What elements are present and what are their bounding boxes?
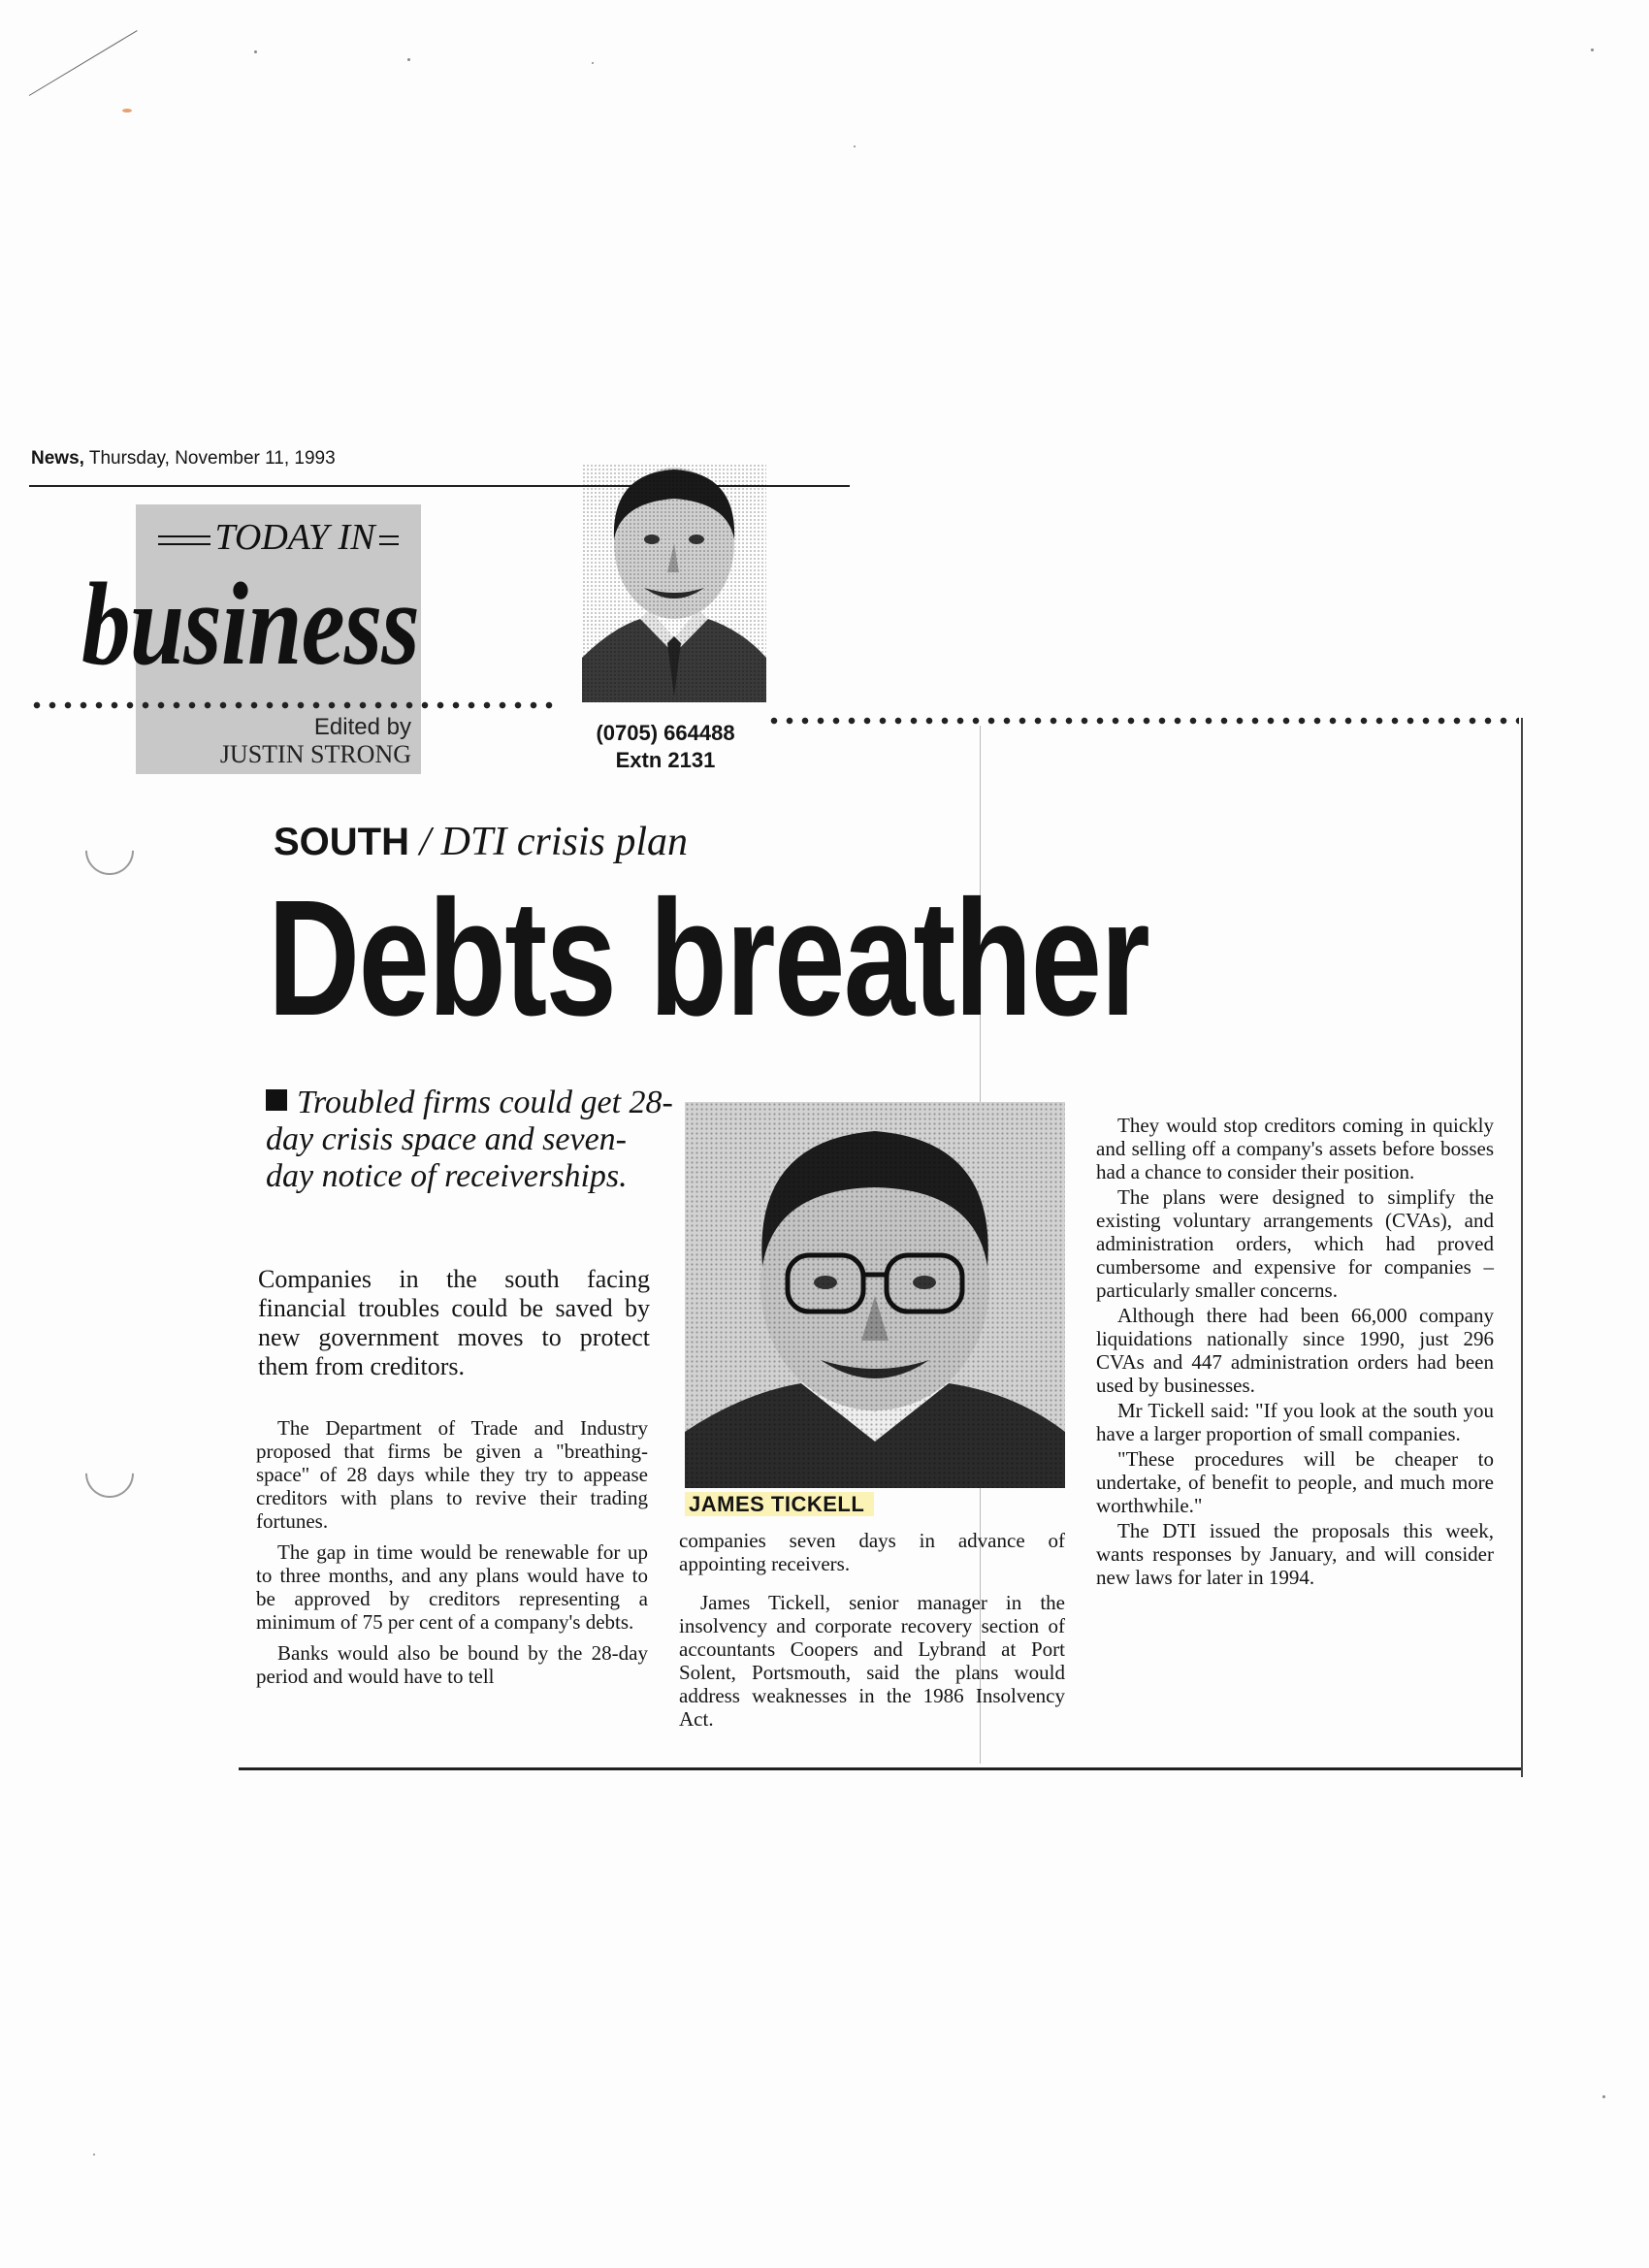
scan-fold-line (29, 30, 138, 96)
publication-date: Thursday, November 11, 1993 (88, 448, 336, 469)
phone-number: (0705) 664488 (596, 721, 735, 745)
phone-extension: Extn 2131 (615, 748, 716, 772)
article-column-2 (679, 1591, 1065, 1731)
paragraph: The DTI issued the proposals this week, wants responses by January, and will consider new laws for later in 1994. (1096, 1519, 1494, 1589)
scan-speck (1591, 49, 1594, 51)
photo-caption (679, 1488, 1073, 1521)
masthead-kicker (136, 516, 421, 559)
paragraph: James Tickell, senior manager in the insolvency and corporate recovery section of accountants Coopers and Lybrand at Port Solent, Portsmouth, said the plans would address weaknesses in the 1986 Insolvency Act. (679, 1591, 1065, 1731)
scan-speck (254, 50, 257, 53)
paragraph: The plans were designed to simplify the existing voluntary arrangements (CVAs), and administration orders, which had proved cumbersome and expensive for companies – particularly smaller concerns. (1096, 1185, 1494, 1302)
edited-by-label: Edited by (313, 714, 411, 740)
dateline (31, 448, 336, 470)
paragraph: They would stop creditors coming in quickly and selling off a company's assets before bosses had a chance to consider their position. (1096, 1114, 1494, 1183)
article-column-2-continuation (679, 1529, 1065, 1575)
article-standfirst (266, 1085, 673, 1195)
bullet-square-icon (266, 1089, 287, 1111)
article-border-right (1521, 718, 1523, 1777)
paragraph: Banks would also be bound by the 28-day period and would have to tell (256, 1641, 648, 1688)
contact-phone (568, 720, 762, 774)
scan-speck (592, 62, 594, 64)
photo-caption-text: JAMES TICKELL (685, 1492, 874, 1516)
article-column-3 (1096, 1114, 1494, 1589)
standfirst-text: Troubled firms could get 28-day crisis space and seven-day notice of receiverships. (266, 1085, 673, 1194)
punch-hole-icon (76, 817, 145, 886)
kicker-topic: DTI crisis plan (440, 820, 689, 864)
scan-speck (854, 146, 856, 147)
editor-name: JUSTIN STRONG (219, 740, 411, 768)
section-title: business (81, 559, 419, 690)
editor-credit (136, 714, 411, 768)
paragraph: The Department of Trade and Industry proposed that firms be given a "breathing-space" of 28 days while they try to appease creditors with plans to revive their trading fortunes. (256, 1416, 648, 1533)
punch-hole-icon (76, 1440, 145, 1508)
article-border-bottom (239, 1767, 1521, 1770)
article-column-1 (256, 1416, 648, 1688)
dotted-rule (766, 716, 1519, 726)
scan-speck (407, 58, 410, 61)
paragraph: "These procedures will be cheaper to undertake, of benefit to people, and much more worthwhile." (1096, 1447, 1494, 1517)
paragraph: Although there had been 66,000 company liquidations nationally since 1990, just 296 CVAs and 447 administration orders had been used by businesses. (1096, 1304, 1494, 1397)
paragraph: companies seven days in advance of appointing receivers. (679, 1529, 1065, 1575)
publication-name: News, (31, 448, 84, 469)
article-kicker (274, 819, 688, 865)
article-headline: Debts breather (268, 866, 1149, 1051)
scan-speck (1602, 2095, 1605, 2098)
portrait-james-tickell-photo (685, 1102, 1065, 1488)
portrait-editor-photo (582, 464, 766, 702)
article-lead: Companies in the south facing financial troubles could be saved by new government moves to protect them from creditors. (258, 1265, 650, 1380)
scan-speck (122, 109, 132, 113)
dotted-rule (29, 700, 553, 710)
paragraph: Mr Tickell said: "If you look at the south you have a larger proportion of small companies. (1096, 1399, 1494, 1445)
paragraph: The gap in time would be renewable for up to three months, and any plans would have to be approved by creditors representing a minimum of 75 per cent of a company's debts. (256, 1540, 648, 1634)
kicker-separator: / (419, 820, 432, 864)
kicker-place: SOUTH (274, 821, 409, 863)
scan-speck (93, 2154, 95, 2155)
masthead-kicker-text: TODAY IN (214, 517, 375, 558)
